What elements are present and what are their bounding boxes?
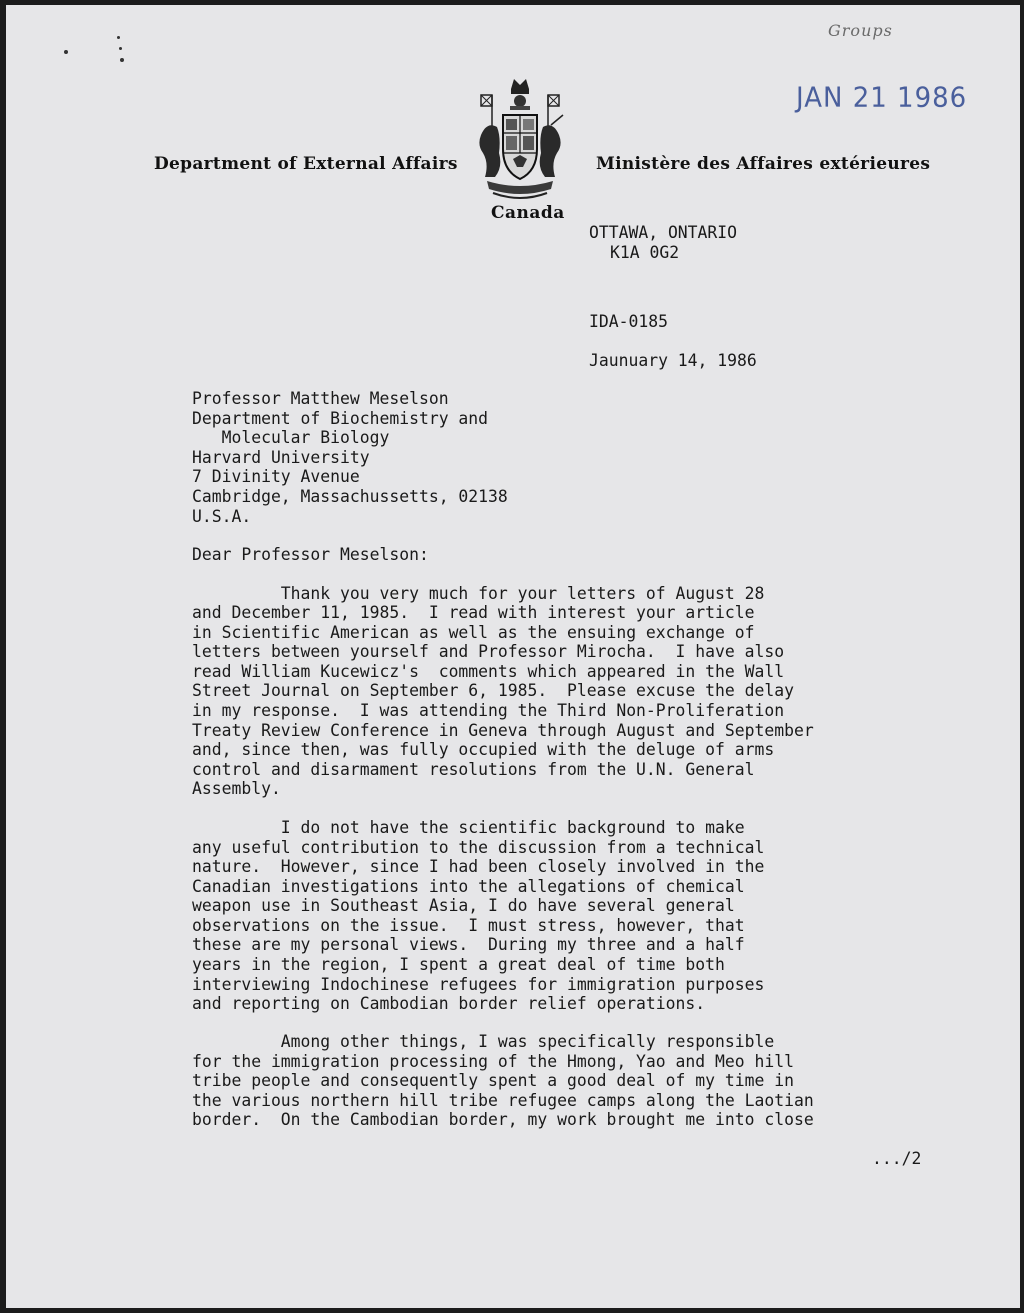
body-line: and December 11, 1985. I read with interest your article: [192, 603, 755, 622]
body-line: letters between yourself and Professor Mirocha. I have also: [192, 642, 785, 661]
country-name: Canada: [491, 203, 565, 223]
sender-city: OTTAWA, ONTARIO: [589, 223, 738, 242]
body-line: I do not have the scientific background to make: [192, 818, 745, 837]
continuation-marker: .../2: [872, 1149, 922, 1168]
body-line: read William Kucewicz's comments which appeared in the Wall: [192, 662, 785, 681]
letter-page: [6, 5, 1020, 1308]
body-line: control and disarmament resolutions from the U.N. General: [192, 760, 755, 779]
body-line: these are my personal views. During my three and a half: [192, 935, 745, 954]
department-name-english: Department of External Affairs: [154, 154, 458, 174]
department-name-french: Ministère des Affaires extérieures: [596, 154, 931, 174]
body-line: years in the region, I spent a great deal of time both: [192, 955, 725, 974]
paper-speck: [64, 50, 68, 54]
paper-speck: [119, 47, 122, 50]
handwritten-note: Groups: [828, 21, 893, 40]
sender-postal-code: K1A 0G2: [610, 243, 680, 262]
recipient-line: Harvard University: [192, 448, 370, 467]
body-line: border. On the Cambodian border, my work brought me into close: [192, 1110, 814, 1129]
body-line: observations on the issue. I must stress, however, that: [192, 916, 745, 935]
recipient-line: Professor Matthew Meselson: [192, 389, 449, 408]
body-line: in my response. I was attending the Third Non-Proliferation: [192, 701, 785, 720]
coat-of-arms-icon: [473, 75, 567, 205]
salutation: Dear Professor Meselson:: [192, 545, 429, 564]
letter-date: Jaunuary 14, 1986: [589, 351, 757, 370]
body-line: tribe people and consequently spent a good deal of my time in: [192, 1071, 794, 1090]
recipient-line: U.S.A.: [192, 507, 252, 526]
body-line: Canadian investigations into the allegations of chemical: [192, 877, 745, 896]
recipient-line: Cambridge, Massachussetts, 02138: [192, 487, 508, 506]
body-line: Street Journal on September 6, 1985. Please excuse the delay: [192, 681, 794, 700]
body-line: nature. However, since I had been closely involved in the: [192, 857, 765, 876]
received-date-stamp: JAN 21 1986: [796, 82, 968, 114]
reference-number: IDA-0185: [589, 312, 668, 331]
paper-speck: [120, 58, 124, 62]
body-line: interviewing Indochinese refugees for immigration purposes: [192, 975, 765, 994]
body-line: Assembly.: [192, 779, 281, 798]
paper-speck: [117, 36, 120, 39]
body-line: Thank you very much for your letters of August 28: [192, 584, 765, 603]
body-line: in Scientific American as well as the ensuing exchange of: [192, 623, 755, 642]
recipient-line: Molecular Biology: [192, 428, 390, 447]
body-line: Among other things, I was specifically responsible: [192, 1032, 775, 1051]
body-line: Treaty Review Conference in Geneva through August and September: [192, 721, 814, 740]
recipient-line: 7 Divinity Avenue: [192, 467, 360, 486]
body-line: for the immigration processing of the Hmong, Yao and Meo hill: [192, 1052, 794, 1071]
body-line: and, since then, was fully occupied with the deluge of arms: [192, 740, 775, 759]
recipient-line: Department of Biochemistry and: [192, 409, 489, 428]
body-line: and reporting on Cambodian border relief operations.: [192, 994, 706, 1013]
body-line: weapon use in Southeast Asia, I do have several general: [192, 896, 735, 915]
body-line: the various northern hill tribe refugee camps along the Laotian: [192, 1091, 814, 1110]
body-line: any useful contribution to the discussion from a technical: [192, 838, 765, 857]
